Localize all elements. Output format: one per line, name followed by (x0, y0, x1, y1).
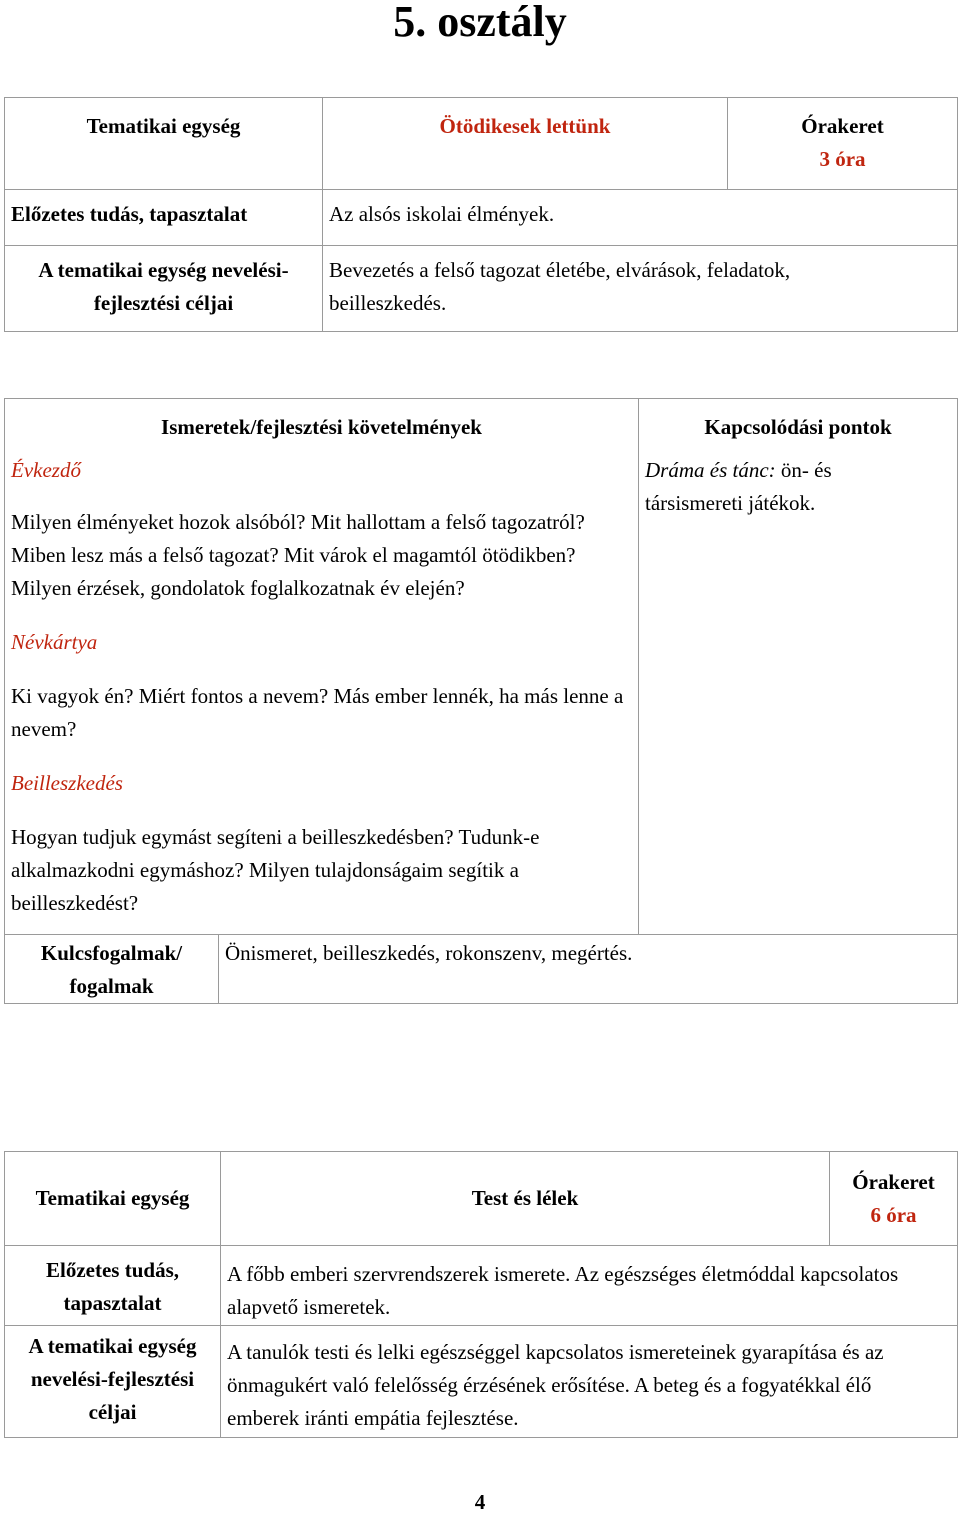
goals-value: A tanulók testi és lelki egészséggel kapcsolatos ismereteinek gyarapítása és az önmagukért való felelősség érzésének erősítése. A beteg és a fogyatékkal élő emberek iránti empátia fejlesztése. (221, 1326, 958, 1438)
links-header: Kapcsolódási pontok (704, 415, 892, 439)
section-text: Ki vagyok én? Miért fontos a nevem? Más ember lennék, ha más lenne a nevem? (11, 684, 624, 741)
label-prior: Előzetes tudás, tapasztalat (5, 190, 323, 246)
link-description: ön- és társismereti játékok. (645, 458, 832, 515)
unit-name: Test és lélek (221, 1152, 830, 1246)
label-unit: Tematikai egység (5, 98, 323, 190)
label-hours: Órakeret (801, 114, 884, 138)
link-subject: Dráma és tánc: (645, 458, 776, 482)
unit-table-2 (4, 1151, 958, 1438)
label-goals: A tematikai egység nevelési-fejlesztési céljai (5, 1326, 221, 1438)
unit-name: Ötödikesek lettünk (323, 98, 728, 190)
page-number: 4 (474, 1490, 486, 1514)
section-title: Névkártya (11, 630, 98, 654)
requirements-table (4, 398, 958, 1004)
prior-value: A főbb emberi szervrendszerek ismerete. Az egészséges életmóddal kapcsolatos alapvető ismeretek. (221, 1246, 958, 1326)
hours-value: 6 óra (870, 1202, 917, 1227)
section-text: Milyen élményeket hozok alsóból? Mit hallottam a felső tagozatról? Miben lesz más a felső tagozat? Mit várok el magamtól ötödikben? Milyen érzések, gondolatok foglalkozatnak év elején? (11, 510, 585, 600)
section-title: Beilleszkedés (11, 771, 123, 795)
requirements-cell (5, 399, 639, 935)
section-title: Évkezdő (11, 458, 81, 482)
prior-value: Az alsós iskolai élmények. (323, 190, 958, 246)
label-goals: A tematikai egység nevelési-fejlesztési céljai (5, 246, 323, 332)
keywords-value: Önismeret, beilleszkedés, rokonszenv, megértés. (219, 935, 958, 1004)
label-hours: Órakeret (852, 1169, 935, 1194)
label-unit: Tematikai egység (5, 1152, 221, 1246)
links-text (645, 454, 951, 520)
hours-cell (728, 98, 958, 190)
links-cell (639, 399, 958, 935)
goals-value: Bevezetés a felső tagozat életébe, elvárások, feladatok, beilleszkedés. (323, 246, 958, 332)
unit-table-1 (4, 97, 958, 332)
page-title: 5. osztály (393, 0, 567, 46)
hours-value: 3 óra (819, 147, 866, 171)
section-text: Hogyan tudjuk egymást segíteni a beilleszkedésben? Tudunk-e alkalmazkodni egymáshoz? Milyen tulajdonságaim segítik a beilleszkedést? (11, 825, 540, 915)
label-prior: Előzetes tudás, tapasztalat (5, 1246, 221, 1326)
label-keywords: Kulcsfogalmak/ fogalmak (5, 935, 219, 1004)
hours-cell (830, 1152, 958, 1246)
requirements-header: Ismeretek/fejlesztési követelmények (161, 415, 482, 439)
